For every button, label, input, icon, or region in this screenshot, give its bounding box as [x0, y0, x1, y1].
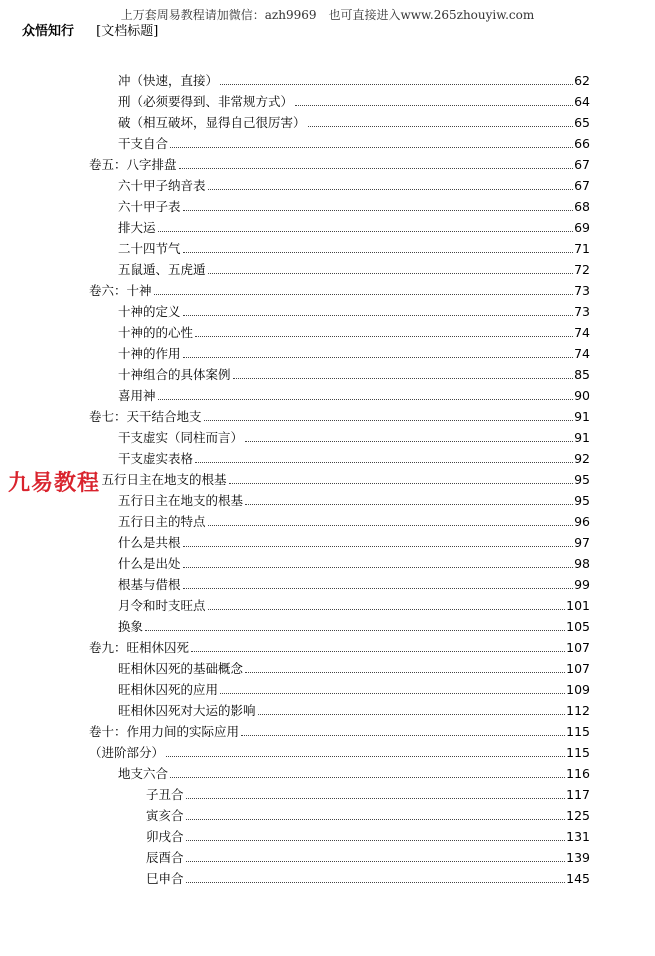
dot-leader [191, 650, 565, 652]
toc-entry-label: 寅亥合 [146, 808, 184, 823]
toc-entry[interactable] [0, 739, 590, 760]
dot-leader [241, 734, 565, 736]
toc-entry-label: 旺相休囚死的应用 [118, 682, 219, 697]
toc-entry-page: 105 [566, 619, 590, 634]
toc-entry-label: 卷七：天干结合地支 [89, 409, 202, 424]
toc-entry-page: 116 [566, 766, 590, 781]
toc-entry-page: 139 [566, 850, 590, 865]
toc-entry[interactable] [0, 361, 590, 382]
toc-entry-label: 十神的作用 [118, 346, 181, 361]
toc-entry-page: 97 [574, 535, 590, 550]
dot-leader [195, 335, 573, 337]
toc-entry-label: 刑（必须要得到、非常规方式） [118, 94, 294, 109]
toc-entry-label: 五行日主的特点 [118, 514, 206, 529]
dot-leader [145, 629, 565, 631]
toc-entry-label: 卷十：作用力间的实际应用 [89, 724, 240, 739]
toc-entry[interactable] [0, 550, 590, 571]
toc-entry-page: 90 [574, 388, 590, 403]
toc-entry-page: 64 [574, 94, 590, 109]
toc-entry-page: 145 [566, 871, 590, 886]
toc-entry[interactable] [0, 760, 590, 781]
toc-entry-label: 十神的定义 [118, 304, 181, 319]
toc-entry[interactable] [0, 592, 590, 613]
dot-leader [166, 755, 565, 757]
toc-entry-page: 107 [566, 640, 590, 655]
toc-entry-page: 71 [574, 241, 590, 256]
dot-leader [258, 713, 566, 715]
toc-entry[interactable] [0, 634, 590, 655]
toc-entry-page: 98 [574, 556, 590, 571]
toc-entry-page: 65 [574, 115, 590, 130]
toc-entry-label: 根基与借根 [118, 577, 181, 592]
toc-entry-page: 85 [574, 367, 590, 382]
toc-entry-page: 91 [574, 430, 590, 445]
toc-entry-label: 卯戌合 [146, 829, 184, 844]
toc-entry[interactable] [0, 865, 590, 886]
toc-entry[interactable] [0, 256, 590, 277]
toc-entry-label: （进阶部分） [89, 745, 165, 760]
toc-entry[interactable] [0, 319, 590, 340]
toc-entry-label: 十神的的心性 [118, 325, 194, 340]
doc-title: [文档标题] [96, 24, 159, 39]
toc-entry-label: 排大运 [118, 220, 156, 235]
dot-leader [183, 251, 574, 253]
toc-entry[interactable] [0, 676, 590, 697]
dot-leader [183, 314, 574, 316]
toc-entry-label: 六十甲子表 [118, 199, 181, 214]
toc-entry-page: 69 [574, 220, 590, 235]
dot-leader [195, 461, 573, 463]
toc-entry-page: 95 [574, 493, 590, 508]
toc-entry-page: 73 [574, 283, 590, 298]
dot-leader [186, 818, 566, 820]
toc-entry[interactable] [0, 382, 590, 403]
toc-entry[interactable] [0, 445, 590, 466]
toc-entry[interactable] [0, 340, 590, 361]
toc-entry-label: 什么是出处 [118, 556, 181, 571]
dot-leader [295, 104, 573, 106]
toc-entry[interactable] [0, 130, 590, 151]
toc-entry-label: 巳申合 [146, 871, 184, 886]
toc-entry[interactable] [0, 109, 590, 130]
toc-entry[interactable] [0, 298, 590, 319]
dot-leader [183, 545, 574, 547]
toc-entry-label: 卷九：旺相休囚死 [89, 640, 190, 655]
dot-leader [208, 524, 574, 526]
toc-entry-label: 子丑合 [146, 787, 184, 802]
dot-leader [170, 776, 565, 778]
toc-entry-label: 二十四节气 [118, 241, 181, 256]
dot-leader [229, 482, 574, 484]
toc-entry-page: 91 [574, 409, 590, 424]
toc-entry-page: 125 [566, 808, 590, 823]
top-note: 上万套周易教程请加微信：azh9969 也可直接进入www.265zhouyiw.com [120, 8, 535, 22]
dot-leader [183, 356, 574, 358]
dot-leader [183, 209, 574, 211]
toc-entry[interactable] [0, 571, 590, 592]
toc-entry-page: 62 [574, 73, 590, 88]
dot-leader [208, 188, 574, 190]
toc-entry-page: 117 [566, 787, 590, 802]
toc-entry-page: 115 [566, 724, 590, 739]
dot-leader [186, 797, 566, 799]
toc-entry-label: 旺相休囚死的基础概念 [118, 661, 244, 676]
toc-entry-page: 131 [566, 829, 590, 844]
toc-entry[interactable] [0, 151, 590, 172]
toc-entry-page: 109 [566, 682, 590, 697]
dot-leader [233, 377, 574, 379]
toc-entry[interactable] [0, 424, 590, 445]
dot-leader [245, 503, 573, 505]
dot-leader [154, 293, 574, 295]
toc-entry[interactable] [0, 802, 590, 823]
toc-entry-page: 67 [574, 178, 590, 193]
toc-entry-page: 68 [574, 199, 590, 214]
dot-leader [179, 167, 574, 169]
watermark-logo: 九易教程 [8, 471, 101, 496]
toc-entry[interactable] [0, 403, 590, 424]
toc-entry[interactable] [0, 67, 590, 88]
toc-entry-label: 卷五：八字排盘 [89, 157, 177, 172]
toc-entry-label: 干支虚实表格 [118, 451, 194, 466]
toc-entry-page: 99 [574, 577, 590, 592]
toc-entry[interactable] [0, 214, 590, 235]
dot-leader [220, 692, 565, 694]
dot-leader [220, 83, 573, 85]
dot-leader [183, 587, 574, 589]
toc-entry[interactable] [0, 172, 590, 193]
toc-entry-page: 72 [574, 262, 590, 277]
dot-leader [186, 839, 566, 841]
dot-leader [245, 440, 573, 442]
toc-entry-page: 74 [574, 346, 590, 361]
toc-entry-label: ：五行日主在地支的根基 [89, 472, 227, 487]
toc-entry-label: 什么是共根 [118, 535, 181, 550]
dot-leader [158, 398, 574, 400]
toc-entry-page: 73 [574, 304, 590, 319]
toc-entry-page: 115 [566, 745, 590, 760]
dot-leader [183, 566, 574, 568]
toc-entry-label: 辰酉合 [146, 850, 184, 865]
toc-entry-label: 换象 [118, 619, 144, 634]
toc-entry-page: 74 [574, 325, 590, 340]
toc-entry[interactable] [0, 613, 590, 634]
toc-entry[interactable] [0, 697, 590, 718]
dot-leader [204, 419, 574, 421]
toc-entry[interactable] [0, 193, 590, 214]
toc-entry-label: 六十甲子纳音表 [118, 178, 206, 193]
toc-entry[interactable] [0, 781, 590, 802]
toc-entry-page: 101 [566, 598, 590, 613]
toc-entry-label: 十神组合的具体案例 [118, 367, 231, 382]
toc-entry[interactable] [0, 277, 590, 298]
toc-entry-label: 破（相互破坏，显得自己很厉害） [118, 115, 306, 130]
toc-entry[interactable] [0, 655, 590, 676]
toc-entry-page: 112 [566, 703, 590, 718]
toc-entry-label: 干支虚实（同柱而言） [118, 430, 244, 445]
dot-leader [208, 272, 574, 274]
toc-entry-page: 107 [566, 661, 590, 676]
dot-leader [170, 146, 573, 148]
toc-entry[interactable] [0, 823, 590, 844]
toc-entry[interactable] [0, 508, 590, 529]
toc-entry[interactable] [0, 235, 590, 256]
dot-leader [308, 125, 574, 127]
toc-entry-label: 冲（快速，直接） [118, 73, 219, 88]
toc-entry-page: 96 [574, 514, 590, 529]
toc-entry-label: 干支自合 [118, 136, 169, 151]
toc-entry-label: 五行日主在地支的根基 [118, 493, 244, 508]
toc-entry-label: 旺相休囚死对大运的影响 [118, 703, 256, 718]
brand-name: 众悟知行 [22, 24, 75, 39]
dot-leader [186, 881, 566, 883]
toc-entry-page: 67 [574, 157, 590, 172]
dot-leader [245, 671, 565, 673]
page-header [22, 20, 158, 39]
toc-entry-label: 五鼠遁、五虎遁 [118, 262, 206, 277]
toc-entry-label: 月令和时支旺点 [118, 598, 206, 613]
toc-entry[interactable] [0, 718, 590, 739]
toc-entry[interactable] [0, 88, 590, 109]
toc-entry[interactable] [0, 844, 590, 865]
dot-leader [186, 860, 566, 862]
toc-entry-page: 66 [574, 136, 590, 151]
toc-entry-page: 95 [574, 472, 590, 487]
toc-entry-page: 92 [574, 451, 590, 466]
toc-entry-label: 卷六：十神 [89, 283, 152, 298]
toc-entry[interactable] [0, 529, 590, 550]
toc-entry-label: 喜用神 [118, 388, 156, 403]
toc-entry-label: 地支六合 [118, 766, 169, 781]
dot-leader [158, 230, 574, 232]
dot-leader [208, 608, 566, 610]
